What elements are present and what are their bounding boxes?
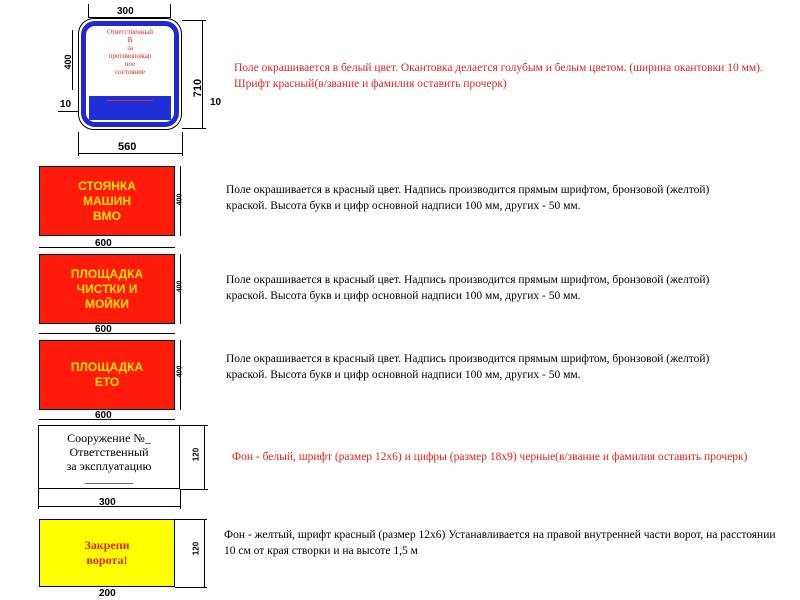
dim-bottom-560: 560 [118, 141, 137, 153]
sign-eto-area [39, 340, 175, 410]
sign1-line: Ответственный [106, 28, 154, 36]
dim-line [180, 425, 208, 426]
dim-line [170, 4, 171, 18]
sign2-line: ВМО [93, 208, 121, 223]
dim-top-300: 300 [117, 6, 134, 17]
sign4-description: Поле окрашивается в красный цвет. Надпись производится прямым шрифтом, бронзовой (желтой) краской. Высота букв и цифр основной надписи 100 мм, других - 50 мм. [226, 353, 710, 381]
sign5-line: Сооружение №_ [67, 431, 151, 445]
sign1-line: противопожар [108, 52, 152, 60]
dim-line [182, 128, 206, 129]
sign-parking-vmo [39, 166, 175, 236]
dim-bottom-200: 200 [99, 588, 116, 599]
sign2-line: МАШИН [82, 193, 131, 208]
sign1-line: за [127, 44, 133, 52]
dim-right-120: 120 [191, 447, 201, 462]
dim-line [38, 489, 39, 509]
sign-fire-safety [0, 0, 230, 160]
sign5-description: Фон - белый, шрифт (размер 12х6) и цифры (размер 18х9) черные(в/звание и фамилия оставить прочерк) [232, 451, 748, 463]
sign1-line: состояние [114, 68, 146, 76]
dim-line [78, 153, 182, 154]
sign5-line: Ответственный [69, 445, 149, 459]
dim-line [72, 30, 73, 90]
sign3-line: ЧИСТКИ И [76, 281, 138, 296]
dim-line [204, 519, 205, 587]
dim-bottom-600: 600 [95, 410, 112, 421]
sign-structure-responsible [38, 425, 180, 489]
sign6-description: Фон - желтый, шрифт красный (размер 12х6) Устанавливается на правой внутренней части ворот, на расстоянии 10 см от края створки и на высоте 1,5 м [224, 529, 776, 557]
dim-right-10: 10 [210, 97, 222, 108]
sign-cleaning-washing [39, 254, 175, 324]
sign3-line: МОЙКИ [85, 296, 129, 311]
sign1-line: ное [124, 60, 136, 68]
dim-bottom-300: 300 [99, 497, 116, 508]
dim-line [78, 132, 79, 156]
sign1-description: Поле окрашивается в белый цвет. Окантовка делается голубым и белым цветом. (ширина окантовки 10 мм). Шрифт красный(в/звание и фамилия оставить прочерк) [234, 62, 763, 90]
dim-bottom-600: 600 [95, 324, 112, 335]
dim-right-400: 400 [176, 193, 184, 206]
dim-line [180, 489, 181, 509]
dim-line [88, 4, 89, 18]
sign-blue-panel [89, 96, 171, 120]
dim-line [182, 132, 183, 156]
dim-right-400: 400 [176, 365, 184, 378]
dim-line [202, 20, 203, 128]
sign5-line: за эксплуатацию [66, 459, 152, 473]
dim-line [175, 519, 207, 520]
sign4-line: ЕТО [94, 375, 120, 389]
sign5-line: ________ [85, 471, 133, 485]
sign-inner-panel [89, 28, 171, 96]
sign2-line: СТОЯНКА [78, 178, 136, 193]
sign-fix-gate [39, 519, 175, 587]
dim-right-120: 120 [191, 541, 201, 556]
sign3-description: Поле окрашивается в красный цвет. Надпись производится прямым шрифтом, бронзовой (желтой) краской. Высота букв и цифр основной надписи 100 мм, других - 50 мм. [226, 274, 710, 302]
dim-right-400: 400 [176, 280, 184, 293]
dim-line [175, 587, 207, 588]
sign3-line: ПЛОЩАДКА [70, 266, 144, 281]
dim-right-710: 710 [192, 78, 204, 98]
sign1-line: В [127, 36, 133, 44]
sign6-line: ворота! [86, 553, 128, 567]
dash-line [107, 100, 153, 101]
dim-line [180, 489, 208, 490]
dim-bottom-600: 600 [95, 238, 112, 249]
dim-line [182, 20, 206, 21]
sign6-line: Закрепи [84, 538, 130, 552]
dim-line [204, 425, 205, 489]
sign2-description: Поле окрашивается в красный цвет. Надпись производится прямым шрифтом, бронзовой (желтой) краской. Высота букв и цифр основной надписи 100 мм, других - 50 мм. [226, 184, 710, 212]
sign4-line: ПЛОЩАДКА [70, 360, 144, 374]
dim-left-10: 10 [60, 99, 72, 110]
dim-left-400: 400 [63, 54, 73, 70]
